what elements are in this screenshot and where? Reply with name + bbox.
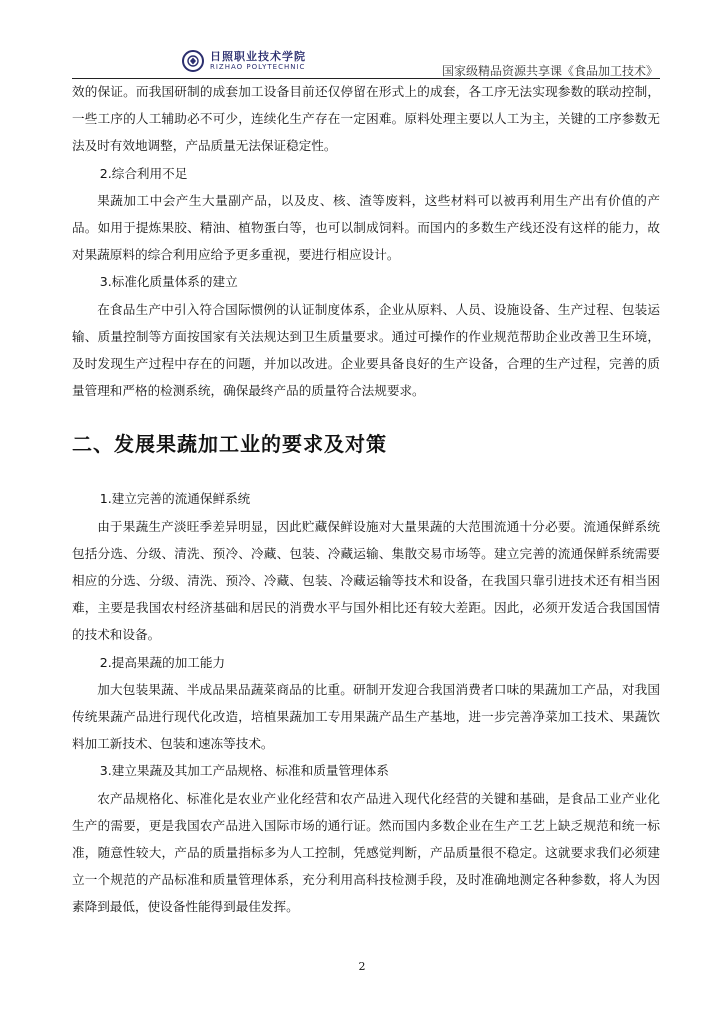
paragraph-distribution: 由于果蔬生产淡旺季差异明显，因此贮藏保鲜设施对大量果蔬的大范围流通十分必要。流通保鲜系统包括分选、分级、清洗、预冷、冷藏、包装、冷藏运输、集散交易市场等。建立完善的流通保鲜系统需要相应的分选、分级、清洗、预冷、冷藏、包装、冷藏运输等技术和设备，在我国只靠引进技术还有相当困难，主要是我国农村经济基础和居民的消费水平与国外相比还有较大差距。因此，必须开发适合我国国情的技术和设备。 <box>72 518 660 643</box>
course-title: 国家级精品资源共享课《食品加工技术》 <box>441 64 658 78</box>
subheading-distribution-system: 1.建立完善的流通保鲜系统 <box>99 491 251 507</box>
emblem-glyph <box>186 54 200 68</box>
logo-text <box>210 51 306 71</box>
paragraph-standardization: 在食品生产中引入符合国际惯例的认证制度体系，企业从原料、人员、设施设备、生产过程、包装运输、质量控制等方面按国家有关法规达到卫生质量要求。通过可操作的作业规范帮助企业改善卫生环境，及时发现生产过程中存在的问题，并加以改进。企业要具备良好的生产设备，合理的生产过程，完善的质量管理和严格的检测系统，确保最终产品的质量符合法规要求。 <box>72 301 660 399</box>
subheading-standardization: 3.标准化质量体系的建立 <box>99 274 238 290</box>
page-number: 2 <box>358 960 366 973</box>
logo-english-name: RIZHAO POLYTECHNIC <box>210 63 306 71</box>
document-body <box>72 78 660 921</box>
paragraph-continuation: 效的保证。而我国研制的成套加工设备目前还仅停留在形式上的成套，各工序无法实现参数的联动控制，一些工序的人工辅助必不可少，连续化生产存在一定困难。原料处理主要以人工为主，关键的工序参数无法及时有效地调整，产品质量无法保证稳定性。 <box>72 84 660 154</box>
paragraph-processing: 加大包装果蔬、半成品果品蔬菜商品的比重。研制开发迎合我国消费者口味的果蔬加工产品，对我国传统果蔬产品进行现代化改造，培植果蔬加工专用果蔬产品生产基地，进一步完善净菜加工技术、果蔬饮料加工新技术、包装和速冻等技术。 <box>72 681 660 752</box>
emblem-icon <box>182 50 204 72</box>
subheading-processing-capacity: 2.提高果蔬的加工能力 <box>99 654 226 670</box>
school-logo <box>182 50 306 72</box>
page-header <box>72 44 660 79</box>
logo-chinese-name: 日照职业技术学院 <box>210 50 306 63</box>
section-heading: 二、发展果蔬加工业的要求及对策 <box>72 432 387 457</box>
paragraph-utilization: 果蔬加工中会产生大量副产品，以及皮、核、渣等废料，这些材料可以被再利用生产出有价值的产品。如用于提炼果胶、精油、植物蛋白等，也可以制成饲料。而国内的多数生产线还没有这样的能力，故对果蔬原料的综合利用应给予更多重视，要进行相应设计。 <box>72 192 660 263</box>
subheading-comprehensive-utilization: 2.综合利用不足 <box>99 165 188 181</box>
subheading-quality-standards: 3.建立果蔬及其加工产品规格、标准和质量管理体系 <box>99 763 389 779</box>
paragraph-quality: 农产品规格化、标准化是农业产业化经营和农产品进入现代化经营的关键和基础，是食品工业产业化生产的需要，更是我国农产品进入国际市场的通行证。然而国内多数企业在生产工艺上缺乏规范和统一标准，随意性较大，产品的质量指标多为人工控制，凭感觉判断，产品质量很不稳定。这就要求我们必须建立一个规范的产品标准和质量管理体系，充分利用高科技检测手段，及时准确地测定各种参数，将人为因素降到最低，使设备性能得到最佳发挥。 <box>72 790 660 915</box>
